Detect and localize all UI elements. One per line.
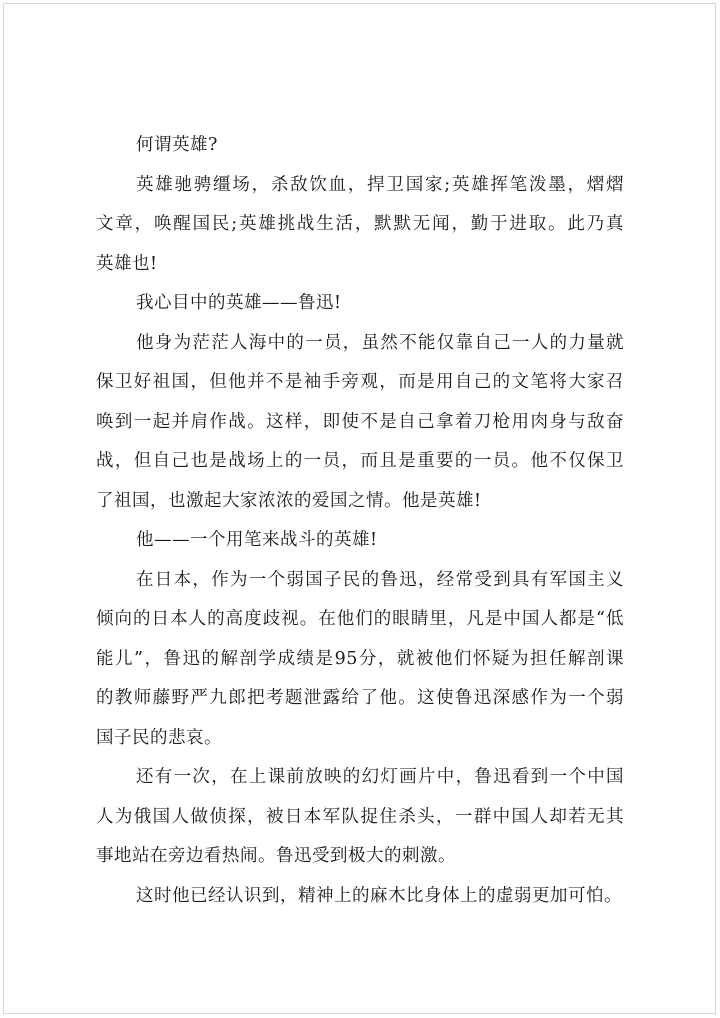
text-line: 事地站在旁边看热闹。鲁迅受到极大的刺激。 — [96, 846, 456, 866]
text-line: 他——一个用笔来战斗的英雄! — [136, 530, 378, 550]
text-line: 战，但自己也是战场上的一员，而且是重要的一员。他不仅保卫 — [96, 451, 624, 471]
text-line: 还有一次，在上课前放映的幻灯画片中，鲁迅看到一个中国 — [136, 767, 624, 787]
text-line: 人为俄国人做侦探，被日本军队捉住杀头，一群中国人却若无其 — [96, 806, 624, 827]
text-line: 保卫好祖国，但他并不是袖手旁观，而是用自己的文笔将大家召 — [96, 372, 624, 392]
text-line: 文章，唤醒国民;英雄挑战生活，默默无闻，勤于进取。此乃真 — [96, 214, 624, 234]
text-line: 国子民的悲哀。 — [96, 727, 222, 748]
text-line: 在日本，作为一个弱国子民的鲁迅，经常受到具有军国主义 — [136, 569, 624, 590]
text-line: 倾向的日本人的高度歧视。在他们的眼睛里，凡是中国人都是“低 — [96, 609, 624, 629]
document-body — [96, 126, 624, 916]
text-line: 我心目中的英雄——鲁迅! — [136, 293, 342, 313]
text-line: 能儿”，鲁迅的解剖学成绩是95分，就被他们怀疑为担任解剖课 — [96, 648, 624, 669]
text-line: 英雄也! — [96, 253, 158, 274]
text-line: 英雄驰骋缰场，杀敌饮血，捍卫国家;英雄挥笔泼墨，熠熠 — [136, 174, 624, 195]
text-line: 的教师藤野严九郎把考题泄露给了他。这使鲁迅深感作为一个弱 — [96, 688, 624, 708]
text-line: 唤到一起并肩作战。这样，即使不是自己拿着刀枪用肉身与敌奋 — [96, 411, 624, 432]
text-line: 何谓英雄? — [136, 135, 218, 155]
text-line: 他身为茫茫人海中的一员，虽然不能仅靠自己一人的力量就 — [136, 332, 624, 353]
text-line: 这时他已经认识到，精神上的麻木比身体上的虚弱更加可怕。 — [136, 885, 622, 906]
text-line: 了祖国，也激起大家浓浓的爱国之情。他是英雄! — [96, 490, 482, 511]
